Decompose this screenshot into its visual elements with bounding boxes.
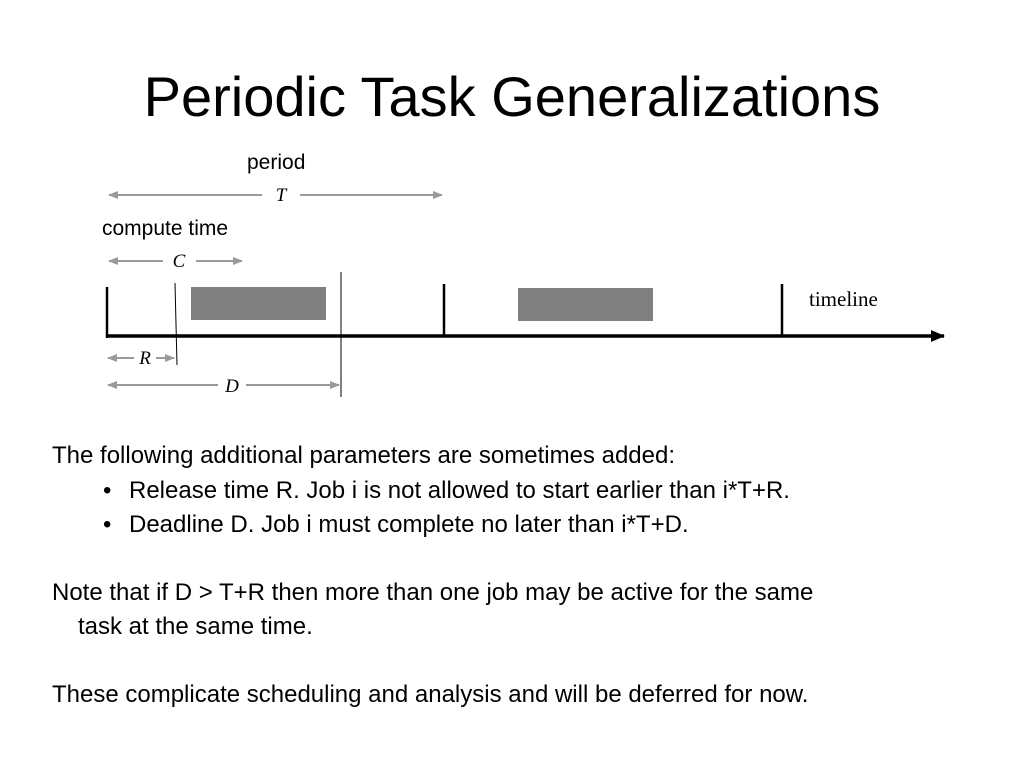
timeline-label: timeline (809, 287, 878, 311)
bullet-release-time (103, 474, 790, 508)
bullet-deadline (103, 508, 689, 542)
release-marker-line (175, 283, 177, 365)
compute-symbol: C (172, 251, 186, 272)
job-block-2 (518, 288, 653, 321)
bullet-dot: • (103, 477, 112, 504)
intro-text: The following additional parameters are sometimes added: (52, 442, 676, 469)
compute-time-label: compute time (102, 217, 229, 240)
bullet-deadline-text: Deadline D. Job i must complete no later than i*T+D. (129, 511, 689, 538)
note-line-2: task at the same time. (78, 613, 313, 640)
release-symbol: R (139, 348, 151, 369)
period-label: period (247, 151, 306, 174)
note-line-1: Note that if D > T+R then more than one job may be active for the same (52, 579, 814, 606)
bullet-dot: • (103, 511, 112, 538)
period-symbol: T (275, 185, 287, 206)
closing-text: These complicate scheduling and analysis and will be deferred for now. (52, 681, 809, 708)
deadline-symbol: D (225, 376, 239, 397)
slide-title: Periodic Task Generalizations (143, 65, 881, 128)
bullet-release-text: Release time R. Job i is not allowed to start earlier than i*T+R. (129, 477, 790, 504)
job-block-1 (191, 287, 326, 320)
